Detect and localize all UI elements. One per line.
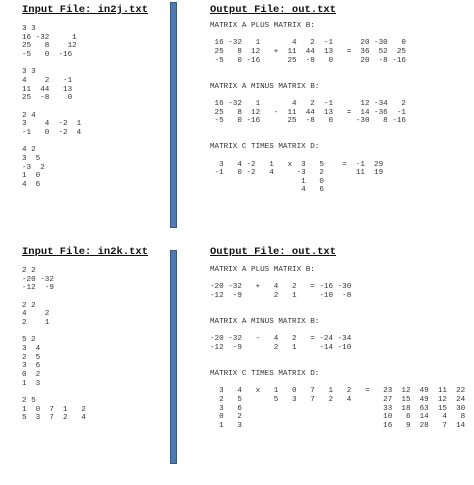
output-file-title: Output File: out.txt <box>210 4 337 16</box>
output-file-content: MATRIX A PLUS MATRIX B: 16 -32 1 4 2 -1 20 -30 0 25 8 12 + 11 44 13 = 36 52 25 -5 0 -16 25 -8 0 20 -8 -16 MATRIX A MINUS MATRIX B: 16 -32 1 4 2 -1 12 -34 2 25 8 12 - 11 44 13 = 14 -36 -1 -5 0 -16 25 -8 0 -30 8 -16 MATRIX C TIMES MATRIX D: 3 4 -2 1 x 3 5 = -1 29 -1 0 -2 4 -3 2 11 19 1 0 4 6 <box>210 22 406 195</box>
output-file-title: Output File: out.txt <box>210 246 337 258</box>
input-file-content: 3 3 16 -32 1 25 8 12 -5 0 -16 3 3 4 2 -1 11 44 13 25 -8 0 2 4 3 4 -2 1 -1 0 -2 4 4 2 3 5 -3 2 1 0 4 6 <box>22 25 82 189</box>
input-file-title: Input File: in2k.txt <box>22 246 149 258</box>
divider-bar-bottom <box>170 250 177 464</box>
output-file-content: MATRIX A PLUS MATRIX B: -20 -32 + 4 2 = -16 -30 -12 -9 2 1 -10 -8 MATRIX A MINUS MATRIX B: -20 -32 - 4 2 = -24 -34 -12 -9 2 1 -14 -10 MATRIX C TIMES MATRIX D: 3 4 x 1 0 7 1 2 = 23 12 49 11 22 2 5 5 3 7 2 4 27 15 49 12 24 3 6 33 18 63 15 30 0 2 10 6 14 4 8 1 3 16 9 28 7 14 <box>210 266 466 430</box>
divider-bar-top <box>170 2 177 228</box>
input-file-content: 2 2 -20 -32 -12 -9 2 2 4 2 2 1 5 2 3 4 2 5 3 6 0 2 1 3 2 5 1 0 7 1 2 5 3 7 2 4 <box>22 267 86 423</box>
input-file-title: Input File: in2j.txt <box>22 4 149 16</box>
